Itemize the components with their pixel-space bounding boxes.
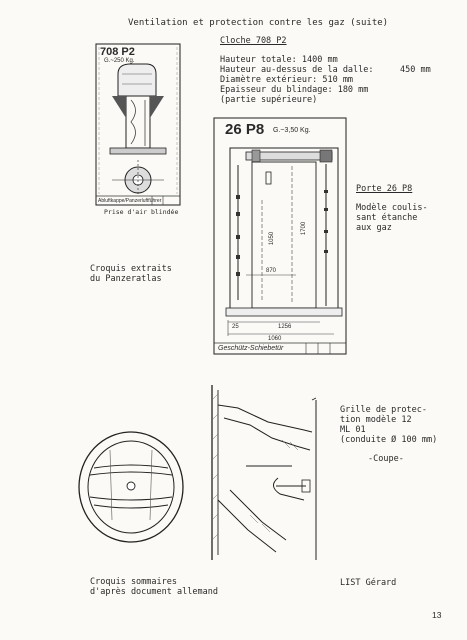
- cloche-spec-note: (partie supérieure): [220, 95, 318, 105]
- drawing-708-title-block: Abluftkappe/Panzerluftführer: [98, 198, 162, 204]
- cloche-heading: Cloche 708 P2: [220, 36, 287, 46]
- drawing-708-caption: Prise d'air blindée: [104, 208, 179, 216]
- dim-1060: 1060: [268, 336, 282, 342]
- cloche-spec-above-slab: Hauteur au-dessus de la dalle:: [220, 65, 374, 75]
- dim-1050: 1050: [269, 231, 276, 246]
- croquis-extraits-line2: du Panzeratlas: [90, 274, 162, 284]
- grille-line2: tion modèle 12: [340, 415, 412, 425]
- dim-25: 25: [232, 324, 239, 330]
- cloche-spec-height: Hauteur totale: 1400 mm: [220, 55, 338, 65]
- drawing-26-code: 26 P8: [225, 121, 265, 138]
- dim-870: 870: [266, 268, 277, 274]
- page-number: 13: [432, 610, 442, 620]
- porte-desc-line3: aux gaz: [356, 223, 392, 233]
- porte-desc-line1: Modèle coulis-: [356, 203, 428, 213]
- dim-1700: 1700: [301, 221, 308, 236]
- croquis-sommaires-line1: Croquis sommaires: [90, 577, 177, 587]
- porte-heading: Porte 26 P8: [356, 184, 413, 194]
- drawing-26-title-block: Geschütz-Schiebetür: [218, 345, 284, 352]
- porte-desc-line2: sant étanche: [356, 213, 418, 223]
- cloche-spec-thickness: Epaisseur du blindage: 180 mm: [220, 85, 369, 95]
- grille-line4: (conduite Ø 100 mm): [340, 435, 438, 445]
- drawing-708-weight: G.~250 Kg.: [104, 58, 135, 64]
- page-title: Ventilation et protection contre les gaz (suite): [128, 18, 389, 28]
- drawing-26-weight: G.~3,50 Kg.: [273, 127, 311, 134]
- drawing-708-code: 708 P2: [100, 46, 135, 58]
- dim-1256: 1256: [278, 324, 292, 330]
- author: LIST Gérard: [340, 578, 397, 588]
- grille-line3: ML 01: [340, 425, 366, 435]
- grille-coupe: -Coupe-: [368, 454, 404, 464]
- cloche-spec-diameter: Diamètre extérieur: 510 mm: [220, 75, 354, 85]
- grille-line1: Grille de protec-: [340, 405, 427, 415]
- cloche-dalle-value: 450 mm: [400, 65, 431, 75]
- croquis-extraits-line1: Croquis extraits: [90, 264, 172, 274]
- croquis-sommaires-line2: d'après document allemand: [90, 587, 218, 597]
